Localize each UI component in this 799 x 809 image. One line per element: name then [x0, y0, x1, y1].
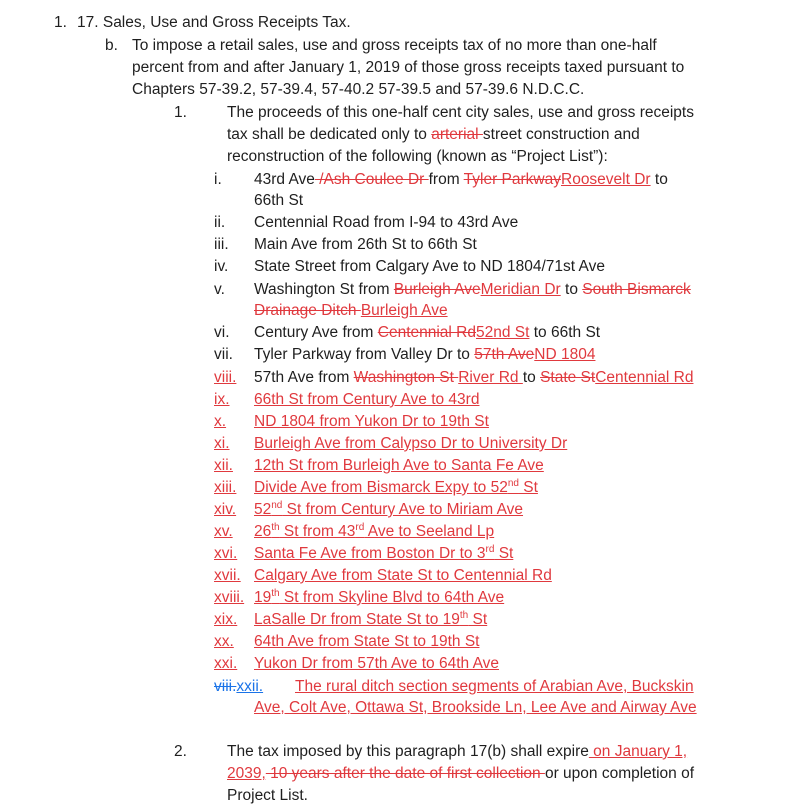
clause-b-line2: percent from and after January 1, 2019 of those gross receipts taxed pursuant to: [132, 59, 685, 76]
item-ii-text: Centennial Road from I-94 to 43rd Ave: [254, 214, 519, 231]
para-2-line3: Project List.: [227, 787, 308, 804]
item-vi-number: vi.: [214, 324, 230, 341]
item-v-text: Washington St from Burleigh AveMeridian Dr to South Bismarck: [254, 281, 691, 298]
item-xii-number: xii.: [214, 457, 233, 474]
deleted-text: State St: [540, 369, 596, 386]
para-1-line1: The proceeds of this one-half cent city sales, use and gross receipts: [227, 104, 694, 121]
item-iii-text: Main Ave from 26th St to 66th St: [254, 236, 477, 253]
item-xx-text: 64th Ave from State St to 19th St: [254, 633, 480, 650]
deleted-text: Tyler Parkway: [463, 171, 561, 188]
deleted-text: Drainage Ditch: [254, 302, 361, 319]
item-xxii-number: [214, 677, 290, 697]
item-xv-text: 26th St from 43rd Ave to Seeland Lp: [254, 521, 495, 540]
inserted-text: Centennial Rd: [595, 369, 694, 386]
para-1-line2: tax shall be dedicated only to arterial street construction and: [227, 126, 640, 143]
inserted-text: Meridian Dr: [480, 281, 561, 298]
item-iii-number: iii.: [214, 236, 229, 253]
inserted-text: Burleigh Ave: [360, 302, 448, 319]
item-xxii-line2: Ave, Colt Ave, Ottawa St, Brookside Ln, Lee Ave and Airway Ave: [254, 699, 697, 716]
clause-b-number: b.: [105, 37, 118, 54]
inserted-text: on January 1,: [588, 743, 688, 760]
deleted-text: Burleigh Ave: [393, 281, 481, 298]
deleted-number: viii.: [214, 678, 237, 695]
item-v-number: v.: [214, 281, 225, 298]
item-i-line2: 66th St: [254, 192, 304, 209]
item-ii-number: ii.: [214, 214, 226, 231]
item-xv-number: xv.: [214, 523, 233, 540]
inserted-number: xxii.: [236, 678, 264, 695]
deleted-text: Centennial Rd: [377, 324, 476, 341]
para-1-line3: reconstruction of the following (known as “Project List”):: [227, 148, 608, 165]
item-v-line2: [254, 301, 448, 321]
item-xxi-number: xxi.: [214, 655, 238, 672]
item-xiv-text: 52nd St from Century Ave to Miriam Ave: [254, 499, 524, 518]
item-iv-text: State Street from Calgary Ave to ND 1804/71st Ave: [254, 258, 605, 275]
clause-b-line1: To impose a retail sales, use and gross receipts tax of no more than one-half: [132, 37, 657, 54]
item-xiii-text: Divide Ave from Bismarck Expy to 52nd St: [254, 477, 538, 496]
item-xviii-text: 19th St from Skyline Blvd to 64th Ave: [254, 587, 505, 606]
para-1-number: 1.: [174, 104, 187, 121]
inserted-text: ND 1804: [534, 346, 596, 363]
item-xix-number: xix.: [214, 611, 238, 628]
para-2-number: 2.: [174, 743, 187, 760]
item-vi-text: Century Ave from Centennial Rd52nd St to 66th St: [254, 324, 601, 341]
item-xi-number: xi.: [214, 435, 230, 452]
item-xvii-number: xvii.: [214, 567, 241, 584]
inserted-text: Roosevelt Dr: [561, 171, 651, 188]
section-heading: [54, 13, 351, 33]
item-xiii-number: xiii.: [214, 479, 237, 496]
deleted-text: South Bismarck: [582, 281, 691, 298]
item-x-text: ND 1804 from Yukon Dr to 19th St: [254, 413, 489, 430]
item-x-number: x.: [214, 413, 227, 430]
inserted-text: 52nd St: [476, 324, 530, 341]
section-title: 17. Sales, Use and Gross Receipts Tax.: [77, 14, 351, 31]
item-xi-text: Burleigh Ave from Calypso Dr to University Dr: [254, 435, 568, 452]
section-number: 1.: [54, 14, 67, 31]
item-i-number: i.: [214, 171, 222, 188]
deleted-text: 57th Ave: [474, 346, 535, 363]
item-i-text: 43rd Ave /Ash Coulee Dr from Tyler ParkwayRoosevelt Dr to: [254, 171, 668, 188]
deleted-text: 10 years after the date of first collection: [265, 765, 545, 782]
deleted-text: /Ash Coulee Dr: [314, 171, 429, 188]
deleted-text: arterial: [431, 126, 483, 143]
item-viii-number: viii.: [214, 369, 237, 386]
item-iv-number: iv.: [214, 258, 229, 275]
inserted-text: 2039,: [227, 765, 266, 782]
item-viii-text: 57th Ave from Washington St River Rd to State StCentennial Rd: [254, 369, 694, 386]
item-xiv-number: xiv.: [214, 501, 237, 518]
item-xvii-text: Calgary Ave from State St to Centennial Rd: [254, 567, 552, 584]
item-xvi-text: Santa Fe Ave from Boston Dr to 3rd St: [254, 543, 514, 562]
item-xxi-text: Yukon Dr from 57th Ave to 64th Ave: [254, 655, 500, 672]
item-ix-number: ix.: [214, 391, 230, 408]
para-2-line2: 2039, 10 years after the date of first collection or upon completion of: [227, 765, 695, 782]
inserted-text: River Rd: [458, 369, 523, 386]
item-xii-text: 12th St from Burleigh Ave to Santa Fe Ave: [254, 457, 544, 474]
item-vii-text: Tyler Parkway from Valley Dr to 57th AveND 1804: [254, 346, 596, 363]
item-ix-text: 66th St from Century Ave to 43rd: [254, 391, 480, 408]
para-2-line1: The tax imposed by this paragraph 17(b) shall expire on January 1,: [227, 743, 688, 760]
deleted-text: Washington St: [353, 369, 459, 386]
item-xxii-line1: The rural ditch section segments of Arabian Ave, Buckskin: [295, 678, 694, 695]
item-xx-number: xx.: [214, 633, 234, 650]
item-vii-number: vii.: [214, 346, 233, 363]
item-xvi-number: xvi.: [214, 545, 238, 562]
item-xviii-number: xviii.: [214, 589, 245, 606]
item-xix-text: LaSalle Dr from State St to 19th St: [254, 609, 488, 628]
clause-b-line3: Chapters 57-39.2, 57-39.4, 57-40.2 57-39.5 and 57-39.6 N.D.C.C.: [132, 81, 585, 98]
